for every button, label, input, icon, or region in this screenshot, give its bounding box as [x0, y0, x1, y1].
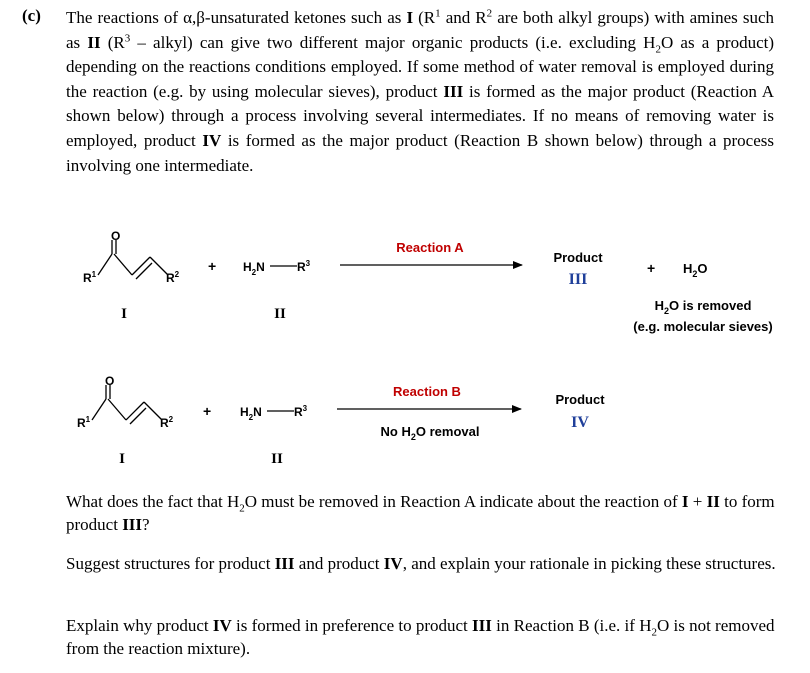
question-text: to form product — [66, 492, 775, 534]
intro-text: is formed as the major product (Reaction B shown below) through a process involving one intermediate. — [66, 130, 774, 175]
intro-text: (R — [413, 8, 436, 27]
compound-label-II: II — [271, 451, 283, 467]
h-atom: H — [243, 260, 252, 274]
molecular-sieves-note: (e.g. molecular sieves) — [633, 319, 773, 334]
compound-ref-IV: IV — [212, 616, 232, 635]
question-text: What does the fact that H — [66, 492, 240, 511]
compound-ref-III: III — [122, 515, 143, 534]
question-text: O is not removed from the reaction mixture). — [66, 616, 775, 658]
r3-group — [294, 404, 308, 419]
amine-structure-b — [240, 404, 308, 422]
product-word-b: Product — [555, 392, 605, 407]
compound-label-I: I — [121, 306, 127, 322]
subscript: 2 — [410, 432, 416, 442]
question-text: + — [688, 492, 707, 511]
h-atom: H — [240, 405, 249, 419]
r-letter: R — [297, 260, 306, 274]
compound-ref-III: III — [472, 616, 492, 635]
r2-group — [166, 270, 180, 285]
superscript: 2 — [486, 7, 493, 20]
subscript: 2 — [251, 268, 257, 277]
question-text: and product — [294, 554, 384, 573]
question-3 — [66, 614, 778, 660]
subscript: 2 — [664, 306, 670, 316]
r1-group — [83, 270, 97, 285]
compound-ref-I: I — [681, 492, 689, 511]
r-letter: R — [77, 416, 86, 430]
h-atom: H — [683, 261, 693, 276]
subscript: 2 — [239, 502, 245, 515]
intro-text: The reactions of α,β-unsaturated ketones such as — [66, 8, 407, 27]
intro-text: O as a product) depending on the reactions conditions employed. If some method of water removal is employed during the reaction (e.g. by using molecular sieves), product — [66, 32, 775, 101]
r-sup: 2 — [168, 415, 174, 424]
n-atom: N — [253, 405, 262, 419]
r1-group — [77, 415, 91, 430]
plus-sign: + — [647, 260, 656, 276]
question-text: , and explain your rationale in picking these structures. — [402, 554, 776, 573]
question-text: Explain why product — [66, 616, 213, 635]
condition-text: No H — [380, 424, 411, 439]
superscript: 3 — [124, 31, 131, 44]
no-water-removal-label — [381, 424, 480, 442]
compound-ref-III: III — [274, 554, 295, 573]
r-sup: 1 — [91, 270, 97, 279]
compound-ref-I: I — [406, 8, 414, 27]
intro-text: are both alkyl groups) with amines such as — [66, 8, 775, 52]
question-text: O must be removed in Reaction A indicate about the reaction of — [244, 492, 682, 511]
ketone-structure-b — [77, 374, 174, 430]
r2-group — [160, 415, 174, 430]
subscript: 2 — [655, 42, 661, 55]
ketone-structure-a — [83, 229, 180, 285]
r-letter: R — [160, 416, 169, 430]
r-letter: R — [166, 271, 175, 285]
amine-structure-a — [243, 259, 311, 277]
intro-text: (R — [100, 32, 125, 52]
r-sup: 1 — [85, 415, 91, 424]
intro-text: is formed as the major product (Reaction A shown below) through a process involving several intermediates. If no means of removing water is employed, product — [66, 81, 774, 150]
oxygen-atom: O — [111, 229, 121, 243]
question-text: Suggest structures for product — [66, 554, 275, 573]
amine-h2n — [240, 405, 262, 422]
condition-text: O removal — [415, 424, 480, 439]
h-atom: H — [654, 298, 664, 313]
compound-ref-IV: IV — [202, 130, 222, 150]
reaction-b-label: Reaction B — [393, 384, 461, 399]
compound-ref-III: III — [443, 81, 464, 101]
r-letter: R — [83, 271, 92, 285]
note-text: O is removed — [669, 298, 752, 313]
plus-sign: + — [203, 403, 212, 419]
plus-sign: + — [208, 258, 217, 274]
product-IV-label: IV — [571, 414, 589, 431]
r-sup: 3 — [305, 259, 311, 268]
amine-h2n — [243, 260, 265, 277]
n-atom: N — [256, 260, 265, 274]
r-letter: R — [294, 405, 303, 419]
intro-text: – alkyl) can give two different major organic products (i.e. excluding H — [130, 32, 656, 52]
question-text: is formed in preference to product — [231, 616, 473, 635]
question-1 — [66, 490, 778, 536]
question-text: ? — [142, 515, 150, 534]
compound-ref-II: II — [87, 32, 101, 52]
oxygen-atom: O — [105, 374, 115, 388]
r3-group — [297, 259, 311, 274]
product-word-a: Product — [553, 250, 603, 265]
superscript: 1 — [435, 7, 441, 20]
subscript: 2 — [692, 269, 698, 279]
question-text: in Reaction B (i.e. if H — [491, 616, 652, 635]
product-III-label: III — [568, 271, 588, 288]
compound-label-I: I — [119, 451, 125, 467]
r-sup: 3 — [302, 404, 308, 413]
water-removed-note — [655, 298, 752, 316]
compound-label-II: II — [274, 306, 286, 322]
question-2 — [66, 552, 778, 575]
subscript: 2 — [651, 626, 657, 639]
intro-text: and R — [440, 8, 487, 27]
part-label: (c) — [22, 6, 41, 25]
water-byproduct — [683, 261, 708, 279]
reaction-a-label: Reaction A — [396, 240, 464, 255]
compound-ref-IV: IV — [383, 554, 403, 573]
subscript: 2 — [248, 413, 254, 422]
compound-ref-II: II — [706, 492, 720, 511]
o-atom: O — [697, 261, 708, 276]
r-sup: 2 — [174, 270, 180, 279]
